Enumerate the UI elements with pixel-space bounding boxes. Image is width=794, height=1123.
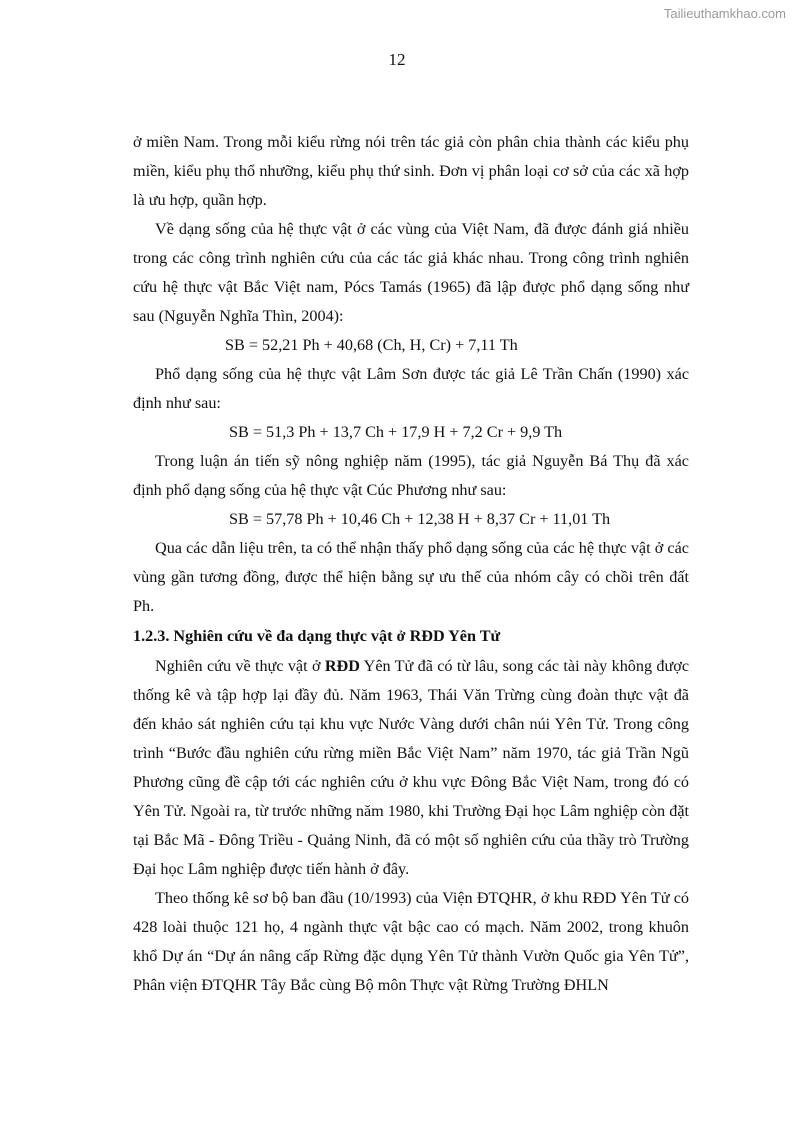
paragraph-2: Về dạng sống của hệ thực vật ở các vùng của Việt Nam, đã được đánh giá nhiều trong các công trình nghiên cứu của các tác giả khác nhau. Trong công trình nghiên cứu hệ thực vật Bắc Việt nam, Pócs Tamás (1965) đã lập được phổ dạng sống như sau (Nguyễn Nghĩa Thìn, 2004): [133, 220, 689, 325]
section-heading [133, 622, 689, 651]
paragraph-4: Trong luận án tiến sỹ nông nghiệp năm (1995), tác giả Nguyễn Bá Thụ đã xác định phổ dạng sống của hệ thực vật Cúc Phương như sau: [133, 452, 689, 499]
paragraph-1: ở miền Nam. Trong mỗi kiểu rừng nói trên tác giả còn phân chia thành các kiểu phụ miền, kiểu phụ thổ nhưỡng, kiểu phụ thứ sinh. Đơn vị phân loại cơ sở của các xã hợp là ưu hợp, quần hợp. [133, 133, 689, 209]
section-number: 1.2.3. [133, 627, 170, 645]
paragraph-6 [133, 652, 689, 884]
page-number: 12 [388, 50, 406, 69]
formula-3: SB = 57,78 Ph + 10,46 Ch + 12,38 H + 8,37 Cr + 11,01 Th [229, 510, 611, 528]
paragraph-5: Qua các dẫn liệu trên, ta có thể nhận thấy phổ dạng sống của các hệ thực vật ở các vùng gần tương đồng, được thể hiện bằng sự ưu thế của nhóm cây có chồi trên đất Ph. [133, 539, 689, 615]
formula-2: SB = 51,3 Ph + 13,7 Ch + 17,9 H + 7,2 Cr + 9,9 Th [229, 423, 563, 441]
paragraph-3: Phổ dạng sống của hệ thực vật Lâm Sơn được tác giả Lê Trần Chấn (1990) xác định như sau: [133, 365, 689, 412]
paragraph-6-bold: RĐD [324, 657, 360, 675]
section-title: Nghiên cứu về đa dạng thực vật ở RĐD Yên Tử [173, 627, 501, 645]
formula-1: SB = 52,21 Ph + 40,68 (Ch, H, Cr) + 7,11 Th [225, 336, 518, 354]
document-body [133, 128, 689, 1000]
paragraph-6-rest: Yên Tử đã có từ lâu, song các tài này không được thống kê và tập hợp lại đầy đủ. Năm 1963, Thái Văn Trừng cùng đoàn thực vật đã đến khảo sát nghiên cứu tại khu vực Nước Vàng dưới chân núi Yên Tử. Trong công trình “Bước đầu nghiên cứu rừng miền Bắc Việt Nam” năm 1970, tác giả Trần Ngũ Phương cũng đề cập tới các nghiên cứu ở khu vực Đông Bắc Việt Nam, trong đó có Yên Tử. Ngoài ra, từ trước những năm 1980, khi Trường Đại học Lâm nghiệp còn đặt tại Bắc Mã - Đông Triều - Quảng Ninh, đã có một số nghiên cứu của thầy trò Trường Đại học Lâm nghiệp được tiến hành ở đây. [133, 657, 690, 878]
watermark: Tailieuthamkhao.com [663, 6, 786, 21]
paragraph-7: Theo thống kê sơ bộ ban đầu (10/1993) của Viện ĐTQHR, ở khu RĐD Yên Tử có 428 loài thuộc 121 họ, 4 ngành thực vật bậc cao có mạch. Năm 2002, trong khuôn khổ Dự án “Dự án nâng cấp Rừng đặc dụng Yên Tử thành Vườn Quốc gia Yên Tử”, Phân viện ĐTQHR Tây Bắc cùng Bộ môn Thực vật Rừng Trường ĐHLN [133, 889, 689, 994]
paragraph-6-start: Nghiên cứu về thực vật ở [155, 657, 325, 675]
